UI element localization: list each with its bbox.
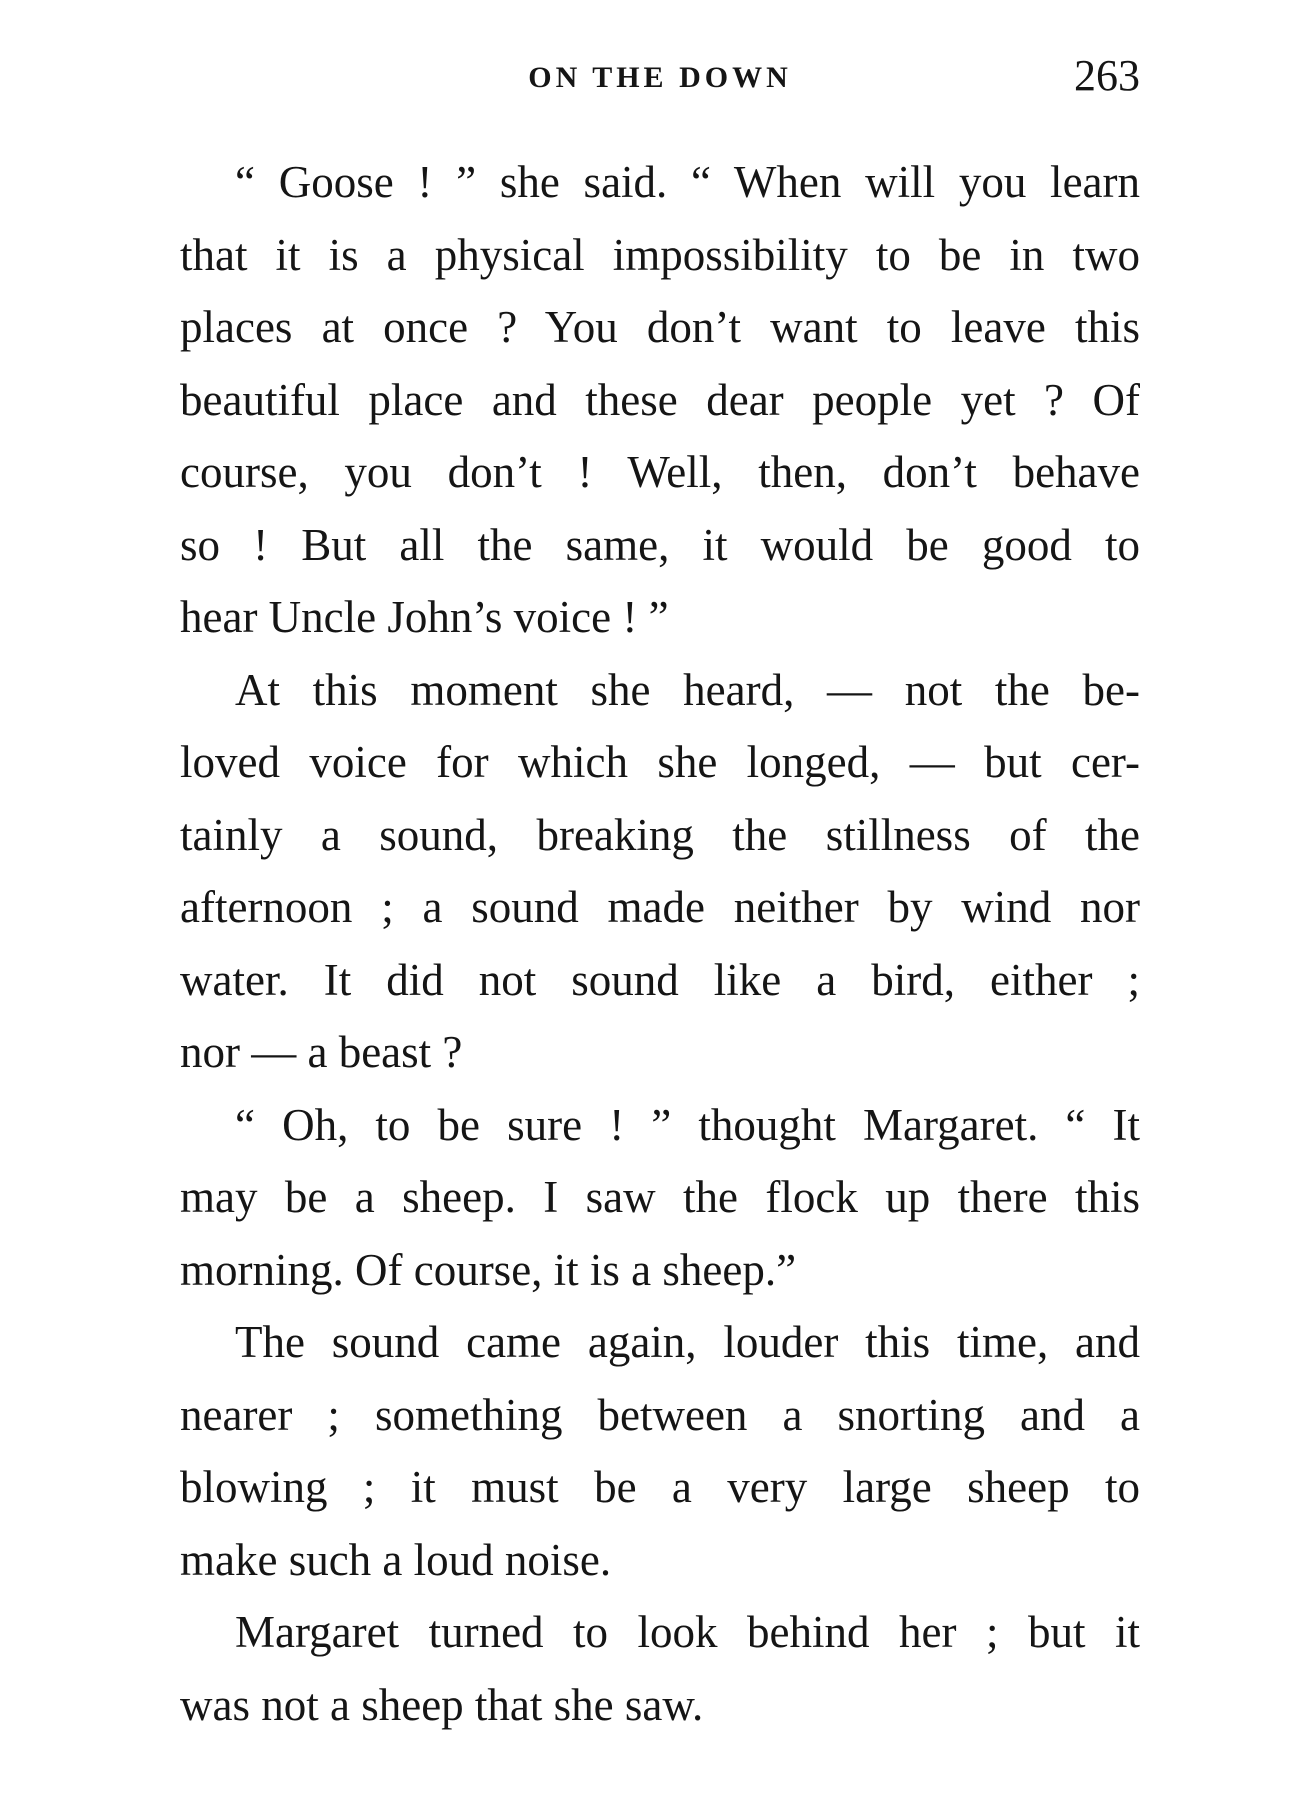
paragraph-1 — [180, 146, 1140, 654]
body-text — [180, 146, 1140, 1741]
text-line: morning. Of course, it is a sheep.” — [180, 1244, 797, 1295]
text-line: At this moment she heard, — not the be- — [235, 664, 1140, 715]
text-line: afternoon ; a sound made neither by wind nor — [180, 882, 1140, 932]
text-line: make such a loud noise. — [180, 1534, 612, 1585]
text-line: hear Uncle John’s voice ! ” — [180, 592, 669, 642]
text-line: loved voice for which she longed, — but cer- — [180, 737, 1140, 787]
text-line: water. It did not sound like a bird, either ; — [180, 954, 1140, 1005]
text-line: so ! But all the same, it would be good to — [180, 519, 1140, 570]
page-number: 263 — [1074, 51, 1140, 100]
paragraph-5 — [180, 1596, 1140, 1741]
text-line: beautiful place and these dear people yet ? Of — [180, 374, 1140, 425]
text-line: was not a sheep that she saw. — [180, 1679, 704, 1730]
text-line: blowing ; it must be a very large sheep to — [180, 1462, 1140, 1512]
text-line: may be a sheep. I saw the flock up there this — [180, 1172, 1140, 1222]
text-line: course, you don’t ! Well, then, don’t behave — [180, 447, 1140, 497]
running-header — [180, 48, 1140, 108]
text-line: Margaret turned to look behind her ; but it — [235, 1607, 1140, 1657]
text-line: “ Goose ! ” she said. “ When will you learn — [235, 157, 1140, 207]
text-line: nearer ; something between a snorting and a — [180, 1389, 1140, 1440]
running-title: ON THE DOWN — [528, 61, 792, 94]
text-line: nor — a beast ? — [180, 1027, 463, 1077]
paragraph-2 — [180, 654, 1140, 1089]
text-line: The sound came again, louder this time, and — [235, 1317, 1140, 1367]
text-line: tainly a sound, breaking the stillness of the — [180, 809, 1140, 860]
text-line: that it is a physical impossibility to be in two — [180, 229, 1140, 280]
text-line: places at once ? You don’t want to leave this — [180, 302, 1140, 352]
text-line: “ Oh, to be sure ! ” thought Margaret. “ It — [235, 1099, 1140, 1150]
paragraph-4 — [180, 1306, 1140, 1596]
paragraph-3 — [180, 1089, 1140, 1307]
